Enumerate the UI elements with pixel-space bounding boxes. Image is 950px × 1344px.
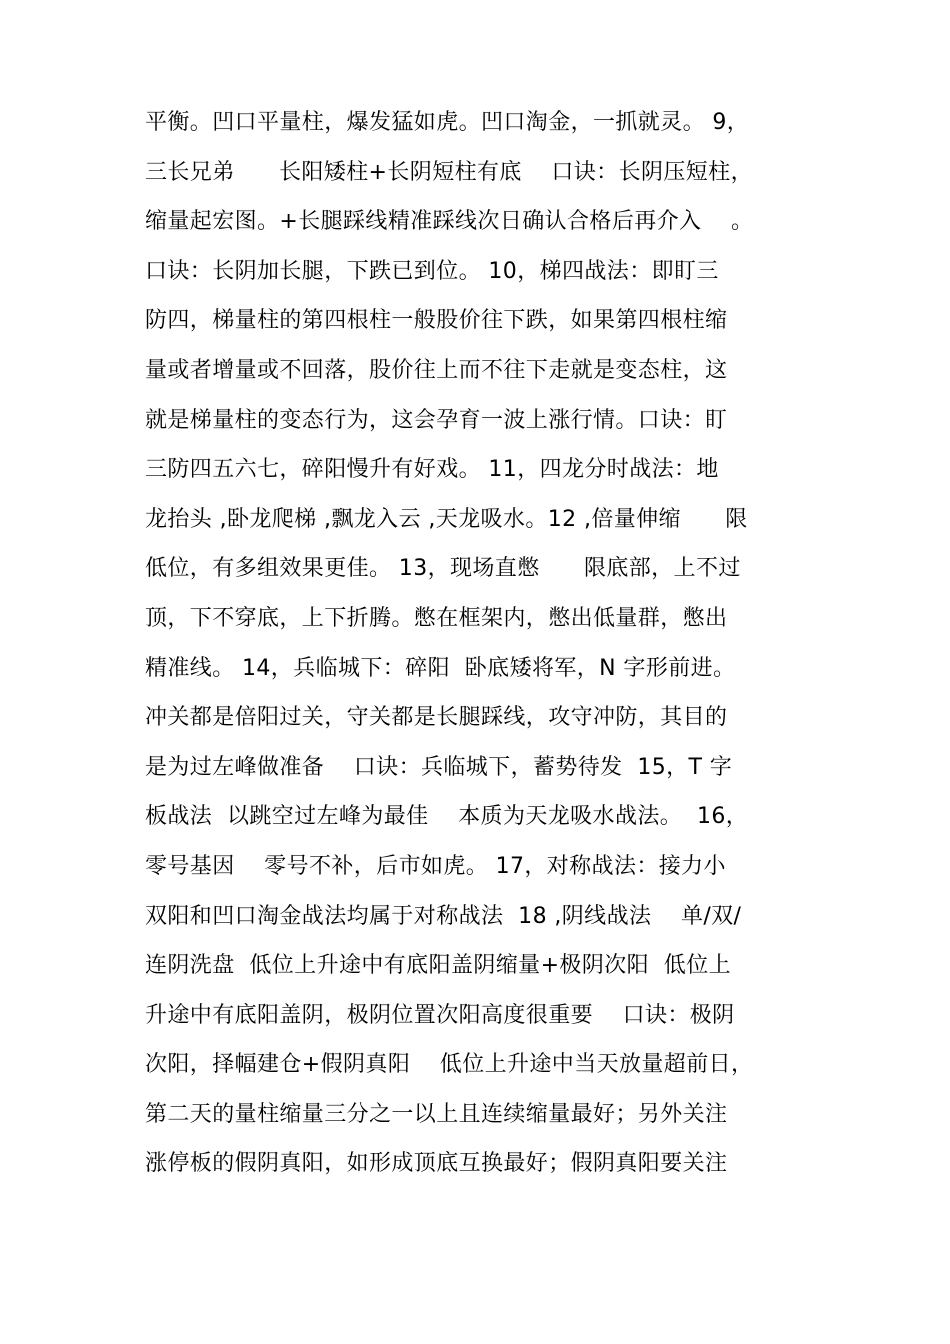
text-line: 第二天的量柱缩量三分之一以上且连续缩量最好；另外关注: [145, 1101, 728, 1127]
text-line: 升途中有底阳盖阴，极阴位置次阳高度很重要 口诀：极阴: [145, 1002, 735, 1028]
text-line: 精准线。 14，兵临城下：碎阳 卧底矮将军，N 字形前进。: [145, 655, 736, 681]
text-line: 平衡。凹口平量柱，爆发猛如虎。凹口淘金，一抓就灵。 9，: [145, 110, 750, 135]
text-line: 次阳，择幅建仓+假阴真阳 低位上升途中当天放量超前日，: [145, 1052, 754, 1078]
text-line: 口诀：长阴加长腿，下跌已到位。 10，梯四战法：即盯三: [145, 258, 719, 284]
text-line: 涨停板的假阴真阳，如形成顶底互换最好；假阴真阳要关注: [145, 1151, 728, 1177]
text-line: 三防四五六七，碎阳慢升有好戏。 11，四龙分时战法：地: [145, 457, 719, 483]
text-line: 防四，梯量柱的第四根柱一般股价往下跌，如果第四根柱缩: [145, 308, 728, 334]
text-line: 是为过左峰做准备 口诀：兵临城下，蓄势待发 15，T 字: [145, 754, 733, 780]
text-line: 冲关都是倍阳过关，守关都是长腿踩线，攻守冲防，其目的: [145, 705, 728, 731]
text-line: 量或者增量或不回落，股价往上而不往下走就是变态柱，这: [145, 357, 728, 383]
body-text: [145, 98, 825, 1189]
text-line: 板战法 以跳空过左峰为最佳 本质为天龙吸水战法。 16，: [145, 804, 749, 830]
text-line: 双阳和凹口淘金战法均属于对称战法 18 ,阴线战法 单/双/: [145, 903, 742, 929]
text-line: 顶，下不穿底，上下折腾。憋在框架内，憋出低量群，憋出: [145, 605, 728, 631]
text-line: 三长兄弟 长阳矮柱+长阴短柱有底 口诀：长阴压短柱，: [145, 159, 753, 185]
text-line: 连阴洗盘 低位上升途中有底阳盖阴缩量+极阴次阳 低位上: [145, 953, 732, 979]
text-line: 零号基因 零号不补，后市如虎。 17，对称战法：接力小: [145, 853, 726, 879]
text-line: 龙抬头 ,卧龙爬梯 ,飘龙入云 ,天龙吸水。12 ,倍量伸缩 限: [145, 506, 748, 532]
text-line: 缩量起宏图。+长腿踩线精准踩线次日确认合格后再介入 。: [145, 209, 754, 235]
text-line: 就是梯量柱的变态行为，这会孕育一波上涨行情。口诀：盯: [145, 407, 728, 433]
text-line: 低位，有多组效果更佳。 13，现场直憋 限底部，上不过: [145, 556, 741, 582]
